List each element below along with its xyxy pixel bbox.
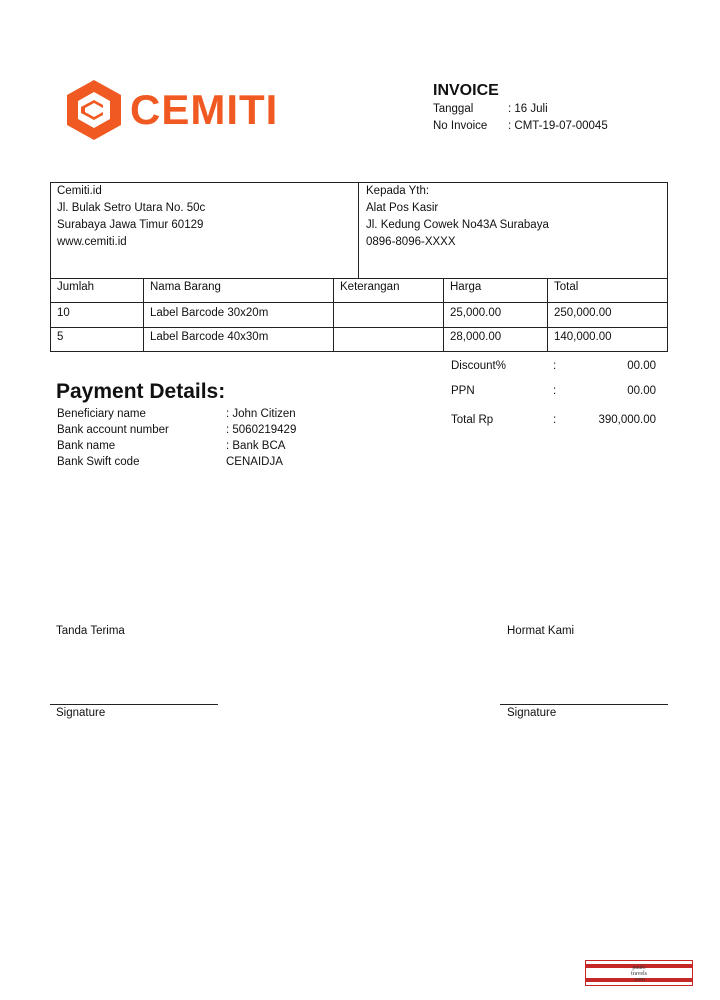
row2-nama-barang: Label Barcode 40x30m xyxy=(150,331,269,343)
total-label: Total Rp xyxy=(451,414,494,426)
sender-name: Cemiti.id xyxy=(57,185,102,197)
ppn-colon: : xyxy=(553,385,557,397)
cemiti-hexagon-icon xyxy=(62,78,126,142)
header-nama-barang: Nama Barang xyxy=(150,281,221,293)
total-colon: : xyxy=(553,414,557,426)
col-divider-3 xyxy=(443,278,444,351)
bank-name-value: : Bank BCA xyxy=(226,440,286,452)
invoice-title: INVOICE xyxy=(433,82,499,99)
sender-signature-line xyxy=(500,704,668,705)
watermark-line-2: travels xyxy=(631,971,647,977)
discount-label: Discount% xyxy=(451,360,506,372)
header-total: Total xyxy=(554,281,579,293)
row2-harga: 28,000.00 xyxy=(450,331,502,343)
col-divider-1 xyxy=(143,278,144,351)
swift-code-label: Bank Swift code xyxy=(57,456,140,468)
invoice-number-value: : CMT-19-07-00045 xyxy=(508,120,608,132)
header-keterangan: Keterangan xyxy=(340,281,400,293)
recipient-greeting: Kepada Yth: xyxy=(366,185,430,197)
invoice-date-label: Tanggal xyxy=(433,103,474,115)
sender-address xyxy=(57,183,205,251)
row2-total: 140,000.00 xyxy=(554,331,612,343)
invoice-number-label: No Invoice xyxy=(433,120,488,132)
swift-code-value: CENAIDJA xyxy=(226,456,283,468)
watermark-line-3: .com xyxy=(633,977,645,983)
payment-details-title: Payment Details: xyxy=(56,380,226,403)
receiver-title: Tanda Terima xyxy=(56,625,125,637)
sender-title: Hormat Kami xyxy=(507,625,575,637)
beneficiary-name-value: : John Citizen xyxy=(226,408,296,420)
bank-account-value: : 5060219429 xyxy=(226,424,297,436)
col-divider-4 xyxy=(547,278,548,351)
receiver-signature-line xyxy=(50,704,218,705)
header-jumlah: Jumlah xyxy=(57,281,95,293)
sender-city: Surabaya Jawa Timur 60129 xyxy=(57,219,204,231)
company-logo xyxy=(62,78,279,142)
invoice-date-value: : 16 Juli xyxy=(508,103,548,115)
col-divider-2 xyxy=(333,278,334,351)
header-harga: Harga xyxy=(450,281,482,293)
sender-signature-caption: Signature xyxy=(507,707,557,719)
row1-nama-barang: Label Barcode 30x20m xyxy=(150,307,269,319)
invoice-table xyxy=(50,182,668,352)
logo-wordmark: CEMITI xyxy=(130,86,279,133)
watermark-logo xyxy=(585,960,693,986)
row1-harga: 25,000.00 xyxy=(450,307,502,319)
sender-website[interactable]: www.cemiti.id xyxy=(57,236,127,248)
recipient-name: Alat Pos Kasir xyxy=(366,202,439,214)
recipient-street: Jl. Kedung Cowek No43A Surabaya xyxy=(366,219,549,231)
address-divider xyxy=(358,183,359,278)
watermark-text xyxy=(614,965,664,983)
bank-name-label: Bank name xyxy=(57,440,116,452)
ppn-value: 00.00 xyxy=(627,385,656,397)
watermark-line-1: paulo xyxy=(632,965,646,971)
receiver-signature-caption: Signature xyxy=(56,707,106,719)
discount-value: 00.00 xyxy=(627,360,656,372)
row1-jumlah: 10 xyxy=(57,307,70,319)
row1-total: 250,000.00 xyxy=(554,307,612,319)
sender-street: Jl. Bulak Setro Utara No. 50c xyxy=(57,202,206,214)
ppn-label: PPN xyxy=(451,385,475,397)
discount-colon: : xyxy=(553,360,557,372)
bank-account-label: Bank account number xyxy=(57,424,169,436)
recipient-address xyxy=(366,183,549,251)
total-value: 390,000.00 xyxy=(598,414,656,426)
beneficiary-name-label: Beneficiary name xyxy=(57,408,146,420)
recipient-phone: 0896-8096-XXXX xyxy=(366,236,456,248)
row2-jumlah: 5 xyxy=(57,331,64,343)
